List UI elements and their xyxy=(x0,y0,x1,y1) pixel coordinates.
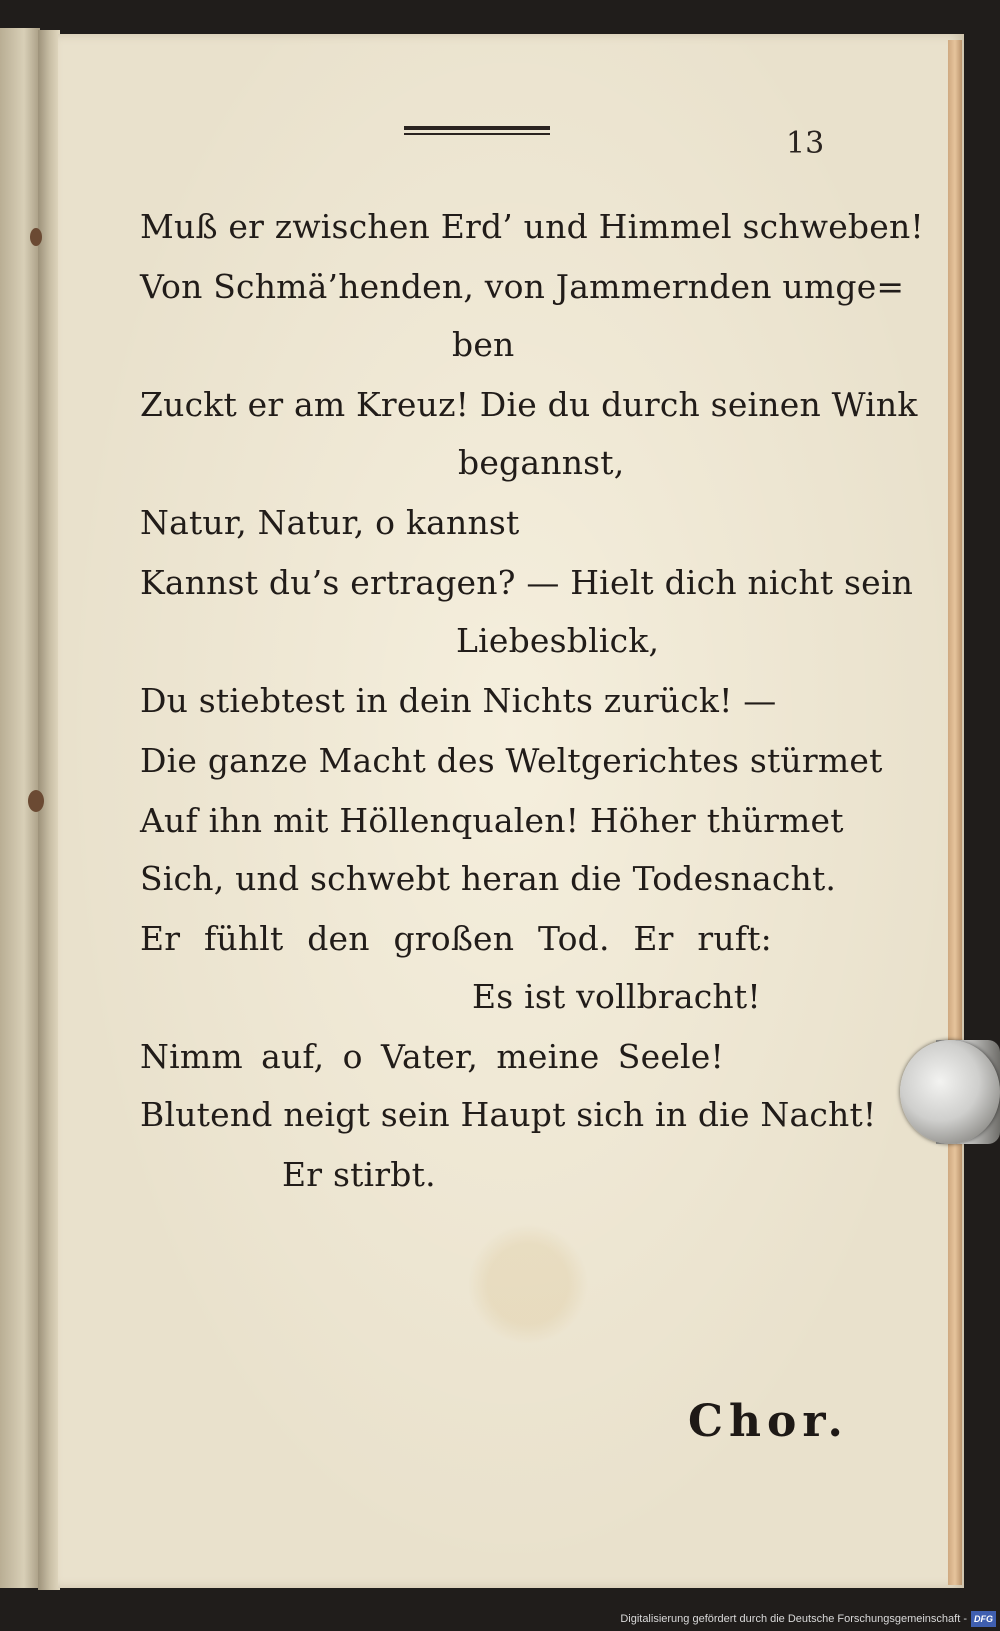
digitization-footer xyxy=(620,1609,996,1629)
poem-line: Er stirbt. xyxy=(282,1155,436,1194)
poem-line: Muß er zwischen Erd’ und Himmel schweben! xyxy=(140,207,924,246)
poem-line: Von Schmä’henden, von Jammernden umge= xyxy=(140,267,905,306)
book-clip xyxy=(900,1040,1000,1144)
page-fore-edge xyxy=(948,40,962,1585)
poem-line: Auf ihn mit Höllenqualen! Höher thürmet xyxy=(140,801,844,840)
poem-line: Es ist vollbracht! xyxy=(472,977,761,1016)
poem-line: Zuckt er am Kreuz! Die du durch seinen Wink xyxy=(140,385,918,424)
book-gutter xyxy=(38,30,60,1590)
poem-line: begannst, xyxy=(458,443,625,482)
poem-line: Die ganze Macht des Weltgerichtes stürmet xyxy=(140,741,883,780)
header-rule xyxy=(404,126,550,136)
poem-line: ben xyxy=(452,325,515,364)
funding-credit: Digitalisierung gefördert durch die Deutsche Forschungsgemeinschaft - xyxy=(620,1613,967,1625)
binding-hole-top xyxy=(30,228,42,246)
poem-line: Blutend neigt sein Haupt sich in die Nacht! xyxy=(140,1095,877,1134)
catchword: Chor. xyxy=(688,1396,849,1447)
poem-line: Du stiebtest in dein Nichts zurück! — xyxy=(140,681,777,720)
poem-line: Sich, und schwebt heran die Todesnacht. xyxy=(140,859,837,898)
page-number: 13 xyxy=(786,126,825,161)
poem-line: Nimm auf, o Vater, meine Seele! xyxy=(140,1037,724,1076)
poem-line: Natur, Natur, o kannst xyxy=(140,503,520,542)
binding-hole-bottom xyxy=(28,790,44,812)
poem-line: Liebesblick, xyxy=(456,621,660,660)
dfg-logo: DFG xyxy=(971,1611,996,1627)
poem-text xyxy=(140,196,924,1194)
poem-line: Er fühlt den großen Tod. Er ruft: xyxy=(140,919,772,958)
poem-line: Kannst du’s ertragen? — Hielt dich nicht sein xyxy=(140,563,914,602)
